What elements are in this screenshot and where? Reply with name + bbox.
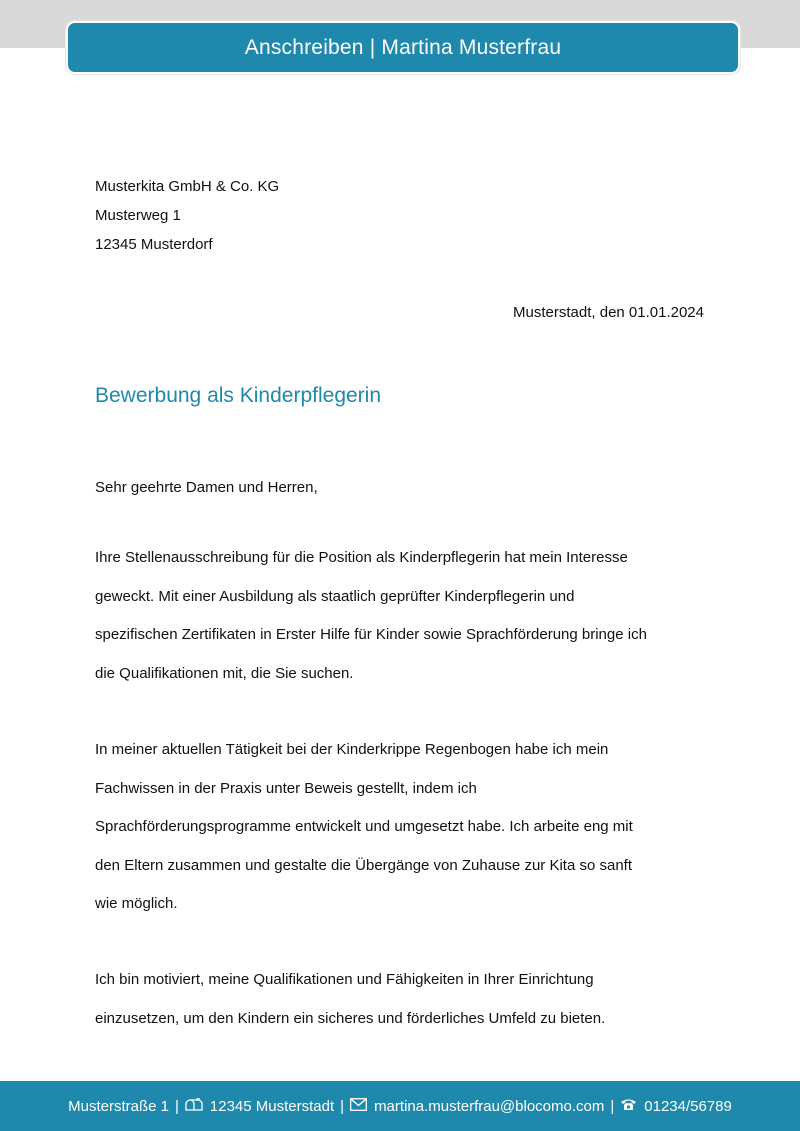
paragraph-line: In meiner aktuellen Tätigkeit bei der Kinderkrippe Regenbogen habe ich mein: [95, 741, 609, 758]
salutation: Sehr geehrte Damen und Herren,: [95, 479, 318, 496]
paragraph-line: spezifischen Zertifikaten in Erster Hilfe für Kinder sowie Sprachförderung bringe ich: [95, 626, 647, 643]
envelope-icon: [350, 1098, 367, 1115]
date-line: Musterstadt, den 01.01.2024: [513, 304, 704, 321]
paragraph-line: den Eltern zusammen und gestalte die Übergänge von Zuhause zur Kita so sanft: [95, 856, 632, 874]
paragraph-1: [95, 548, 710, 702]
paragraph-line: wie möglich.: [95, 895, 178, 912]
footer-separator: |: [175, 1097, 179, 1115]
footer-city: 12345 Musterstadt: [209, 1097, 335, 1115]
footer-contact-bar: [0, 1081, 800, 1131]
recipient-street: Musterweg 1: [95, 207, 181, 224]
footer-phone: 01234/56789: [644, 1097, 732, 1115]
footer-separator: |: [340, 1097, 345, 1115]
paragraph-line: die Qualifikationen mit, die Sie suchen.: [95, 664, 354, 682]
mailbox-icon: [185, 1098, 203, 1115]
paragraph-2: [95, 740, 710, 933]
footer-separator: |: [610, 1097, 615, 1115]
footer-email: martina.musterfrau@blocomo.com: [374, 1097, 605, 1115]
paragraph-line: Ihre Stellenausschreibung für die Position als Kinderpflegerin hat mein Interesse: [95, 549, 628, 566]
telephone-icon: [620, 1098, 637, 1115]
recipient-city: 12345 Musterdorf: [95, 236, 213, 253]
paragraph-line: Sprachförderungsprogramme entwickelt und umgesetzt habe. Ich arbeite eng mit: [95, 818, 633, 835]
subject-heading: Bewerbung als Kinderpflegerin: [95, 384, 382, 407]
paragraph-line: geweckt. Mit einer Ausbildung als staatlich geprüfter Kinderpflegerin und: [95, 587, 575, 605]
header-bar: [66, 21, 740, 74]
paragraph-line: Fachwissen in der Praxis unter Beweis gestellt, indem ich: [95, 779, 477, 797]
paragraph-line: Ich bin motiviert, meine Qualifikationen und Fähigkeiten in Ihrer Einrichtung: [95, 971, 594, 988]
recipient-address: [95, 177, 279, 264]
recipient-company: Musterkita GmbH & Co. KG: [95, 178, 280, 195]
document-title: Anschreiben | Martina Musterfrau: [244, 35, 562, 59]
paragraph-line: einzusetzen, um den Kindern ein sicheres und förderliches Umfeld zu bieten.: [95, 1009, 606, 1027]
footer-street: Musterstraße 1: [68, 1097, 169, 1115]
paragraph-3: [95, 970, 710, 1047]
